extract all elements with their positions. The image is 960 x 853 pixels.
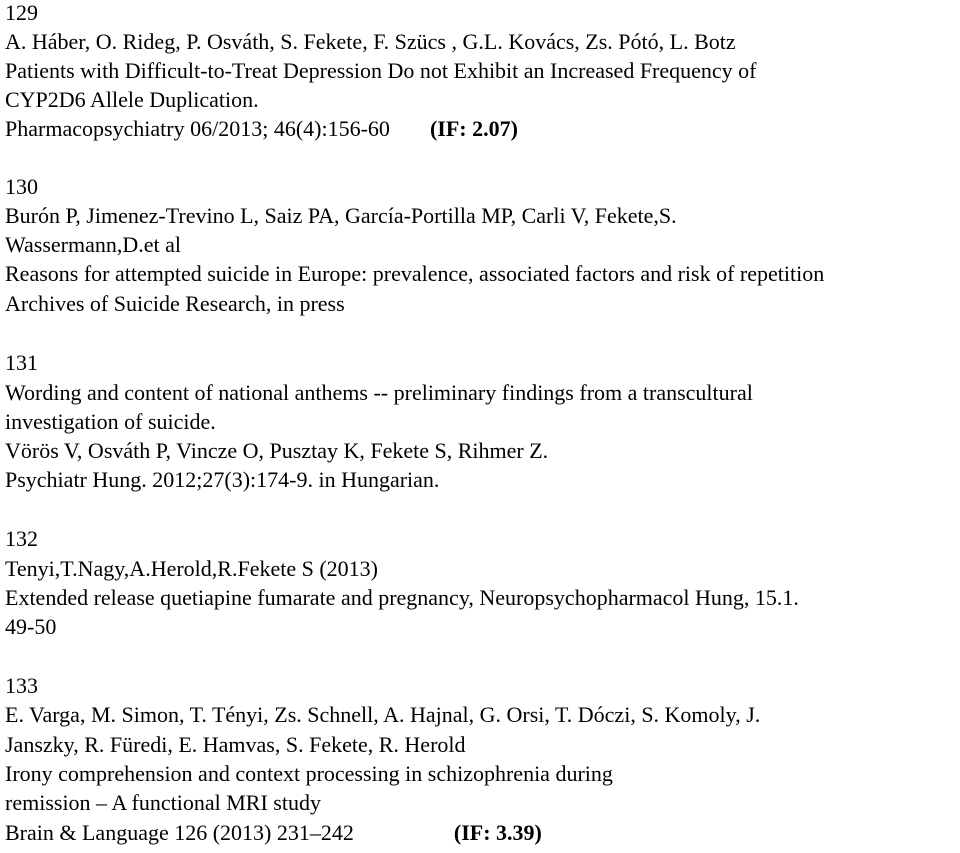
entry-131-title-line-2: investigation of suicide. <box>5 409 216 434</box>
entry-130-title: Reasons for attempted suicide in Europe: prevalence, associated factors and risk of repetition <box>5 261 825 286</box>
entry-130-authors-line-1: Burón P, Jimenez-Trevino L, Saiz PA, García-Portilla MP, Carli V, Fekete,S. <box>5 203 677 228</box>
entry-131-journal: Psychiatr Hung. 2012;27(3):174-9. in Hungarian. <box>5 467 440 492</box>
entry-133-authors-line-2: Janszky, R. Füredi, E. Hamvas, S. Fekete, R. Herold <box>5 732 466 757</box>
entry-129-journal: Pharmacopsychiatry 06/2013; 46(4):156-60 <box>5 116 390 141</box>
entry-132-number: 132 <box>5 526 38 551</box>
entry-129-authors: A. Háber, O. Rideg, P. Osváth, S. Fekete, F. Szücs , G.L. Kovács, Zs. Pótó, L. Botz <box>5 29 736 54</box>
entry-133-title-line-1: Irony comprehension and context processing in schizophrenia during <box>5 761 613 786</box>
entry-130-journal: Archives of Suicide Research, in press <box>5 291 345 316</box>
entry-130-number: 130 <box>5 174 38 199</box>
entry-130-authors-line-2: Wassermann,D.et al <box>5 232 181 257</box>
entry-129-impact-factor: (IF: 2.07) <box>429 116 518 141</box>
entry-131-title-line-1: Wording and content of national anthems -- preliminary findings from a transcultural <box>5 380 753 405</box>
entry-132-title-line-2: 49-50 <box>5 614 57 639</box>
entry-132-title-line-1: Extended release quetiapine fumarate and pregnancy, Neuropsychopharmacol Hung, 15.1. <box>5 585 799 610</box>
entry-129-title-line-2: CYP2D6 Allele Duplication. <box>5 87 259 112</box>
entry-132-authors: Tenyi,T.Nagy,A.Herold,R.Fekete S (2013) <box>5 556 378 581</box>
entry-129-citation <box>5 116 518 142</box>
entry-133-impact-factor: (IF: 3.39) <box>453 820 542 845</box>
entry-133-title-line-2: remission – A functional MRI study <box>5 790 321 815</box>
entry-133-authors-line-1: E. Varga, M. Simon, T. Tényi, Zs. Schnell, A. Hajnal, G. Orsi, T. Dóczi, S. Komoly, J. <box>5 702 761 727</box>
entry-133-journal: Brain & Language 126 (2013) 231–242 <box>5 820 354 845</box>
entry-133-number: 133 <box>5 673 38 698</box>
entry-129-title-line-1: Patients with Difficult-to-Treat Depression Do not Exhibit an Increased Frequency of <box>5 58 757 83</box>
entry-129-number: 129 <box>5 0 38 25</box>
entry-133-citation <box>5 820 542 846</box>
entry-131-number: 131 <box>5 350 38 375</box>
entry-131-authors: Vörös V, Osváth P, Vincze O, Pusztay K, Fekete S, Rihmer Z. <box>5 438 549 463</box>
